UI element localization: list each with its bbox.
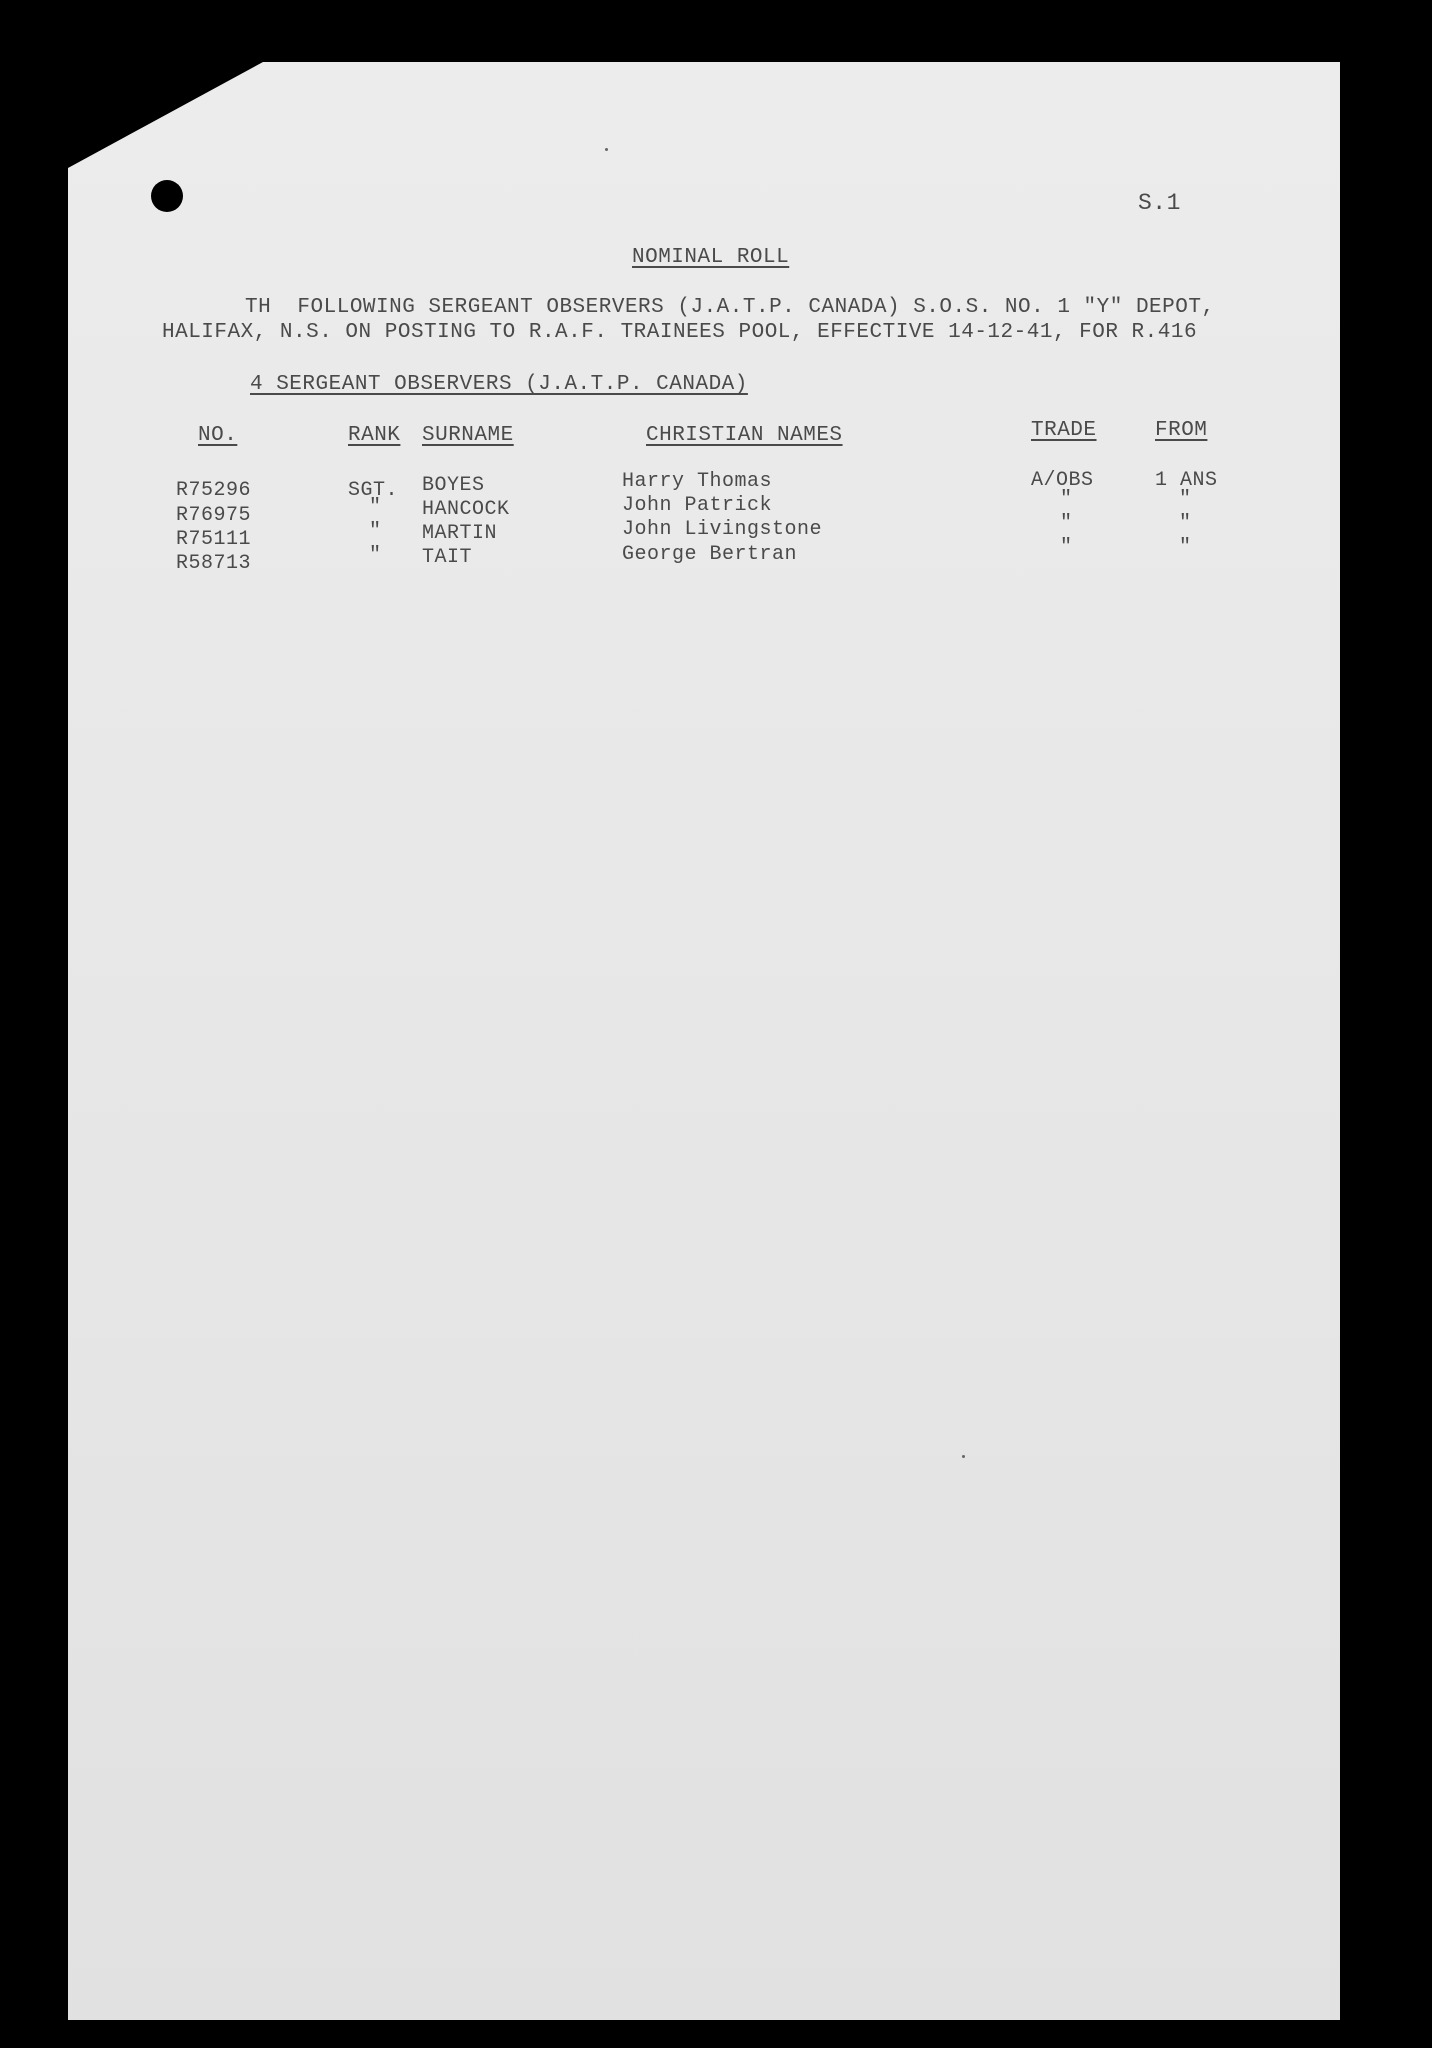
table-row-3-no: R75111 <box>176 528 252 551</box>
table-row-4-trade: " <box>1060 536 1073 559</box>
table-row-1-christian-names: Harry Thomas <box>622 470 773 493</box>
intro-line-2: HALIFAX, N.S. ON POSTING TO R.A.F. TRAINEES POOL, EFFECTIVE 14-12-41, FOR R.416 <box>162 321 1198 344</box>
table-row-2-christian-names: John Patrick <box>622 494 773 517</box>
column-header-rank: RANK <box>348 424 401 447</box>
column-header-surname: SURNAME <box>422 424 514 447</box>
table-row-1-no: R75296 <box>176 479 252 502</box>
table-row-3-christian-names: John Livingstone <box>622 518 823 541</box>
section-subheading: 4 SERGEANT OBSERVERS (J.A.T.P. CANADA) <box>250 373 748 396</box>
column-header-christian-names: CHRISTIAN NAMES <box>646 424 843 447</box>
table-row-1-trade: A/OBS <box>1031 469 1094 492</box>
table-row-1-rank: SGT. <box>348 479 399 502</box>
document-title: NOMINAL ROLL <box>632 246 790 269</box>
table-row-4-rank: " <box>369 544 382 567</box>
table-row-3-surname: MARTIN <box>422 522 498 545</box>
column-header-no: NO. <box>198 424 238 447</box>
column-header-trade: TRADE <box>1031 419 1097 442</box>
table-row-2-from: " <box>1179 488 1192 511</box>
table-row-4-no: R58713 <box>176 552 252 575</box>
table-row-2-surname: HANCOCK <box>422 498 510 521</box>
table-row-3-trade: " <box>1060 512 1073 535</box>
table-row-2-rank: " <box>369 496 382 519</box>
table-row-4-from: " <box>1179 536 1192 559</box>
intro-line-1: TH FOLLOWING SERGEANT OBSERVERS (J.A.T.P. CANADA) S.O.S. NO. 1 "Y" DEPOT, <box>245 296 1215 319</box>
page-number: S.1 <box>1138 190 1181 216</box>
document-page <box>68 62 1340 2020</box>
paper-speck <box>962 1455 965 1458</box>
table-row-1-surname: BOYES <box>422 474 485 497</box>
paper-speck <box>605 148 608 151</box>
table-row-2-no: R76975 <box>176 504 252 527</box>
table-row-3-from: " <box>1179 512 1192 535</box>
table-row-4-surname: TAIT <box>422 546 473 569</box>
table-row-4-christian-names: George Bertran <box>622 543 798 566</box>
punch-hole <box>151 180 183 212</box>
column-header-from: FROM <box>1155 419 1208 442</box>
table-row-1-from: 1 ANS <box>1155 469 1218 492</box>
table-row-2-trade: " <box>1060 488 1073 511</box>
table-row-3-rank: " <box>369 520 382 543</box>
